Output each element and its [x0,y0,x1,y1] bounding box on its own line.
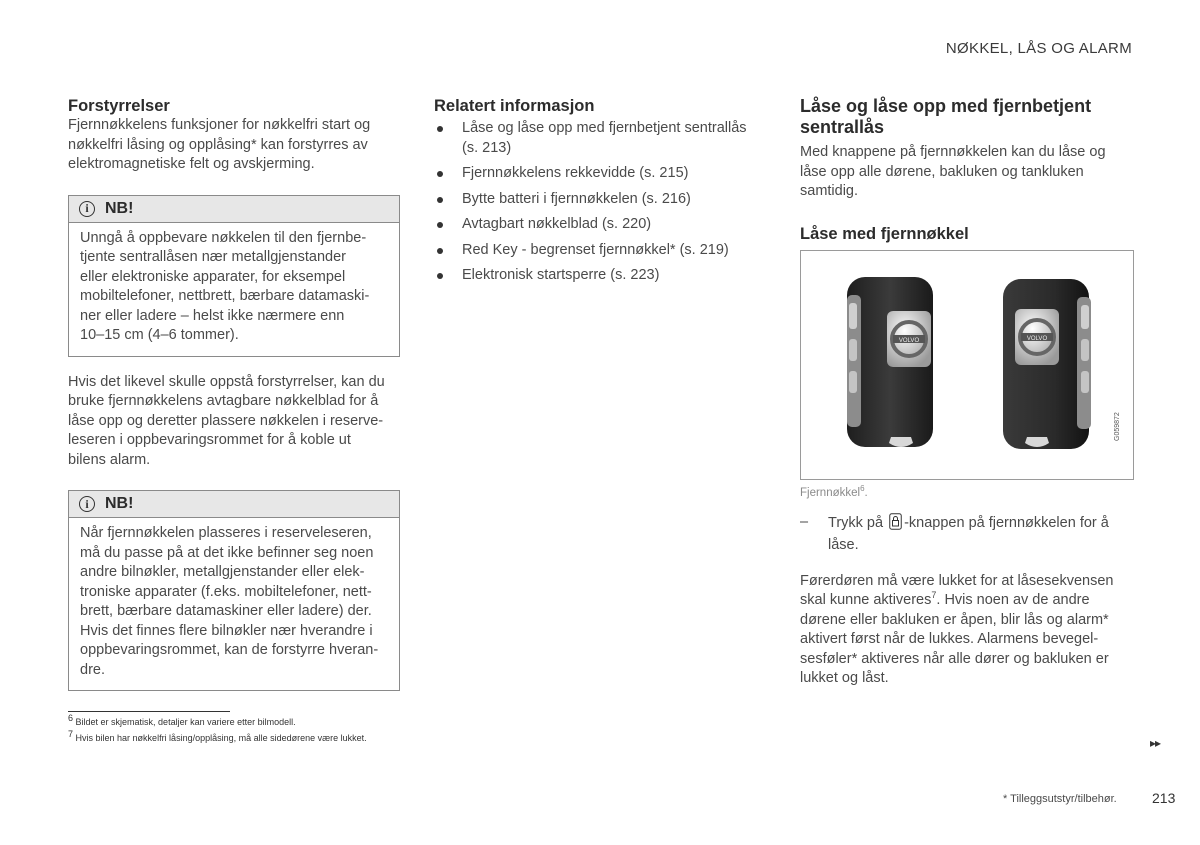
footnote-ref: 7 [931,590,937,601]
text-fragment: skal kunne aktiveres [800,592,932,608]
remote-key-right [1003,279,1091,449]
text-line: sesføler* aktiveres når alle dører og bakluken er [800,650,1109,667]
text-fragment: . Hvis noen av de andre [936,592,1090,608]
text-line: Hvis det likevel skulle oppstå forstyrrelser, kan du [68,373,385,390]
lock-sequence-paragraph [800,572,1134,689]
related-link-text: Låse og låse opp med fjernbetjent sentrallås [462,120,747,136]
column-related-info [434,96,769,292]
text-line: dørene eller bakluken er åpen, blir lås og alarm* [800,611,1109,628]
nb-box-1 [68,195,400,357]
text-line: lukket og låst. [800,670,889,686]
disturbances-paragraph [68,373,400,471]
step-text-after: -knappen på fjernnøkkelen for å [904,514,1109,531]
text-line: bilens alarm. [68,451,151,468]
nb-label: NB! [105,495,134,512]
related-link[interactable] [434,215,769,235]
text-line: tjente sentrallåsen nær metallgjenstander [80,249,346,265]
text-line: Førerdøren må være lukket for at låsesekvensen [800,572,1114,589]
text-line [800,591,1134,611]
text-line: oppbevaringsrommet, kan de forstyrre hveran- [80,642,379,658]
nb-box-1-text [69,223,399,356]
brand-logo-right: VOLVO [1026,335,1048,342]
text-line: ner eller ladere – helst ikke nærmere enn [80,307,345,324]
disturbances-intro: Fjernnøkkelens funksjoner for nøkkelfri start og nøkkelfri låsing og opplåsing* kan forstyrres av elektromagnetiske felt og avskjerming. [68,117,371,172]
remote-key-figure [800,250,1134,480]
nb-box-2 [68,490,400,691]
page-number: 213 [1152,790,1176,806]
text-line: må du passe på at det ikke befinner seg noen [80,544,374,561]
related-links-list [434,119,769,286]
related-link[interactable] [434,164,769,184]
text-line: Unngå å oppbevare nøkkelen til den fjernbe- [80,229,367,246]
related-link[interactable] [434,241,769,261]
footnote-text: Bildet er skjematisk, detaljer kan variere etter bilmodell. [75,717,296,727]
info-icon: i [79,201,95,217]
step-text-line2: låse. [828,537,859,553]
related-link[interactable] [434,266,769,286]
subheading-lock-with-remote: Låse med fjernnøkkel [800,224,969,243]
section-title-line: Låse og låse opp med fjernbetjent [800,96,1092,116]
nb-box-2-text [69,518,399,690]
lock-step-text [828,513,1109,556]
continue-arrows-icon: ▸▸ [1150,736,1161,750]
related-link[interactable] [434,119,769,158]
caption-end: . [864,486,868,499]
text-line: aktivert først når de lukkes. Alarmens bevegel- [800,631,1099,647]
nb-box-1-header [69,196,399,223]
text-line: bruke fjernnøkkelens avtagbare nøkkelblad for å [68,393,379,409]
text-line: mobiltelefoner, nettbrett, bærbare datamaski- [80,288,370,304]
accessory-note: * Tilleggsutstyr/tilbehør. [1003,793,1117,805]
nb-label: NB! [105,199,134,217]
column-disturbances [68,96,400,691]
text-line: eller elektroniske apparater, for eksempel [80,268,346,285]
figure-code: G059872 [1114,411,1121,441]
related-link-text: Elektronisk startsperre (s. 223) [462,267,660,283]
step-text-before: Trykk på [828,514,884,531]
footnote-7 [68,729,367,743]
remote-key-illustration [801,251,1133,479]
info-icon: i [79,496,95,512]
footnote-number: 6 [68,713,74,723]
caption-footnote-ref: 6 [860,483,865,493]
lock-button-icon [889,513,902,537]
text-line: troniske apparater (f.eks. mobiltelefoner, nett- [80,583,372,600]
text-line: Hvis det finnes flere bilnøkler nær hverandre i [80,622,373,639]
heading-disturbances: Forstyrrelser [68,97,170,115]
heading-related-info: Relatert informasjon [434,97,595,115]
figure-caption [800,483,1134,499]
footnote-number: 7 [68,729,74,739]
lock-step [800,513,1134,556]
section-intro: Med knappene på fjernnøkkelen kan du låse og låse opp alle dørene, bakluken og tankluken samtidig. [800,144,1106,199]
footnote-6 [68,713,296,727]
related-link-text: Red Key - begrenset fjernnøkkel* (s. 219) [462,241,729,258]
step-dash: – [800,513,809,530]
remote-key-left [847,277,933,447]
nb-box-2-header [69,491,399,518]
text-line: 10–15 cm (4–6 tommer). [80,327,239,343]
related-link-text: Avtagbart nøkkelblad (s. 220) [462,216,652,232]
text-line: leseren i oppbevaringsrommet for å koble ut [68,432,351,448]
text-line: andre bilnøkler, metallgjenstander eller elek- [80,564,365,580]
text-line: dre. [80,661,105,678]
related-link-text: Bytte batteri i fjernnøkkelen (s. 216) [462,190,691,207]
footnote-rule [68,711,230,712]
text-line: låse opp og deretter plassere nøkkelen i reserve- [68,412,384,429]
section-title-line: sentrallås [800,117,885,137]
caption-text: Fjernnøkkel [800,486,861,499]
column-lock-unlock [800,96,1134,689]
footnote-text: Hvis bilen har nøkkelfri låsing/opplåsing, må alle sidedørene være lukket. [75,733,367,743]
related-link-page: (s. 213) [462,139,512,156]
text-line: brett, bærbare datamaskiner eller ladere) der. [80,603,372,619]
related-link-text: Fjernnøkkelens rekkevidde (s. 215) [462,165,689,181]
brand-logo-left: VOLVO [898,337,920,344]
related-link[interactable] [434,190,769,210]
running-header: NØKKEL, LÅS OG ALARM [945,40,1132,57]
section-title [800,96,1134,138]
text-line: Når fjernnøkkelen plasseres i reserveleseren, [80,525,372,541]
